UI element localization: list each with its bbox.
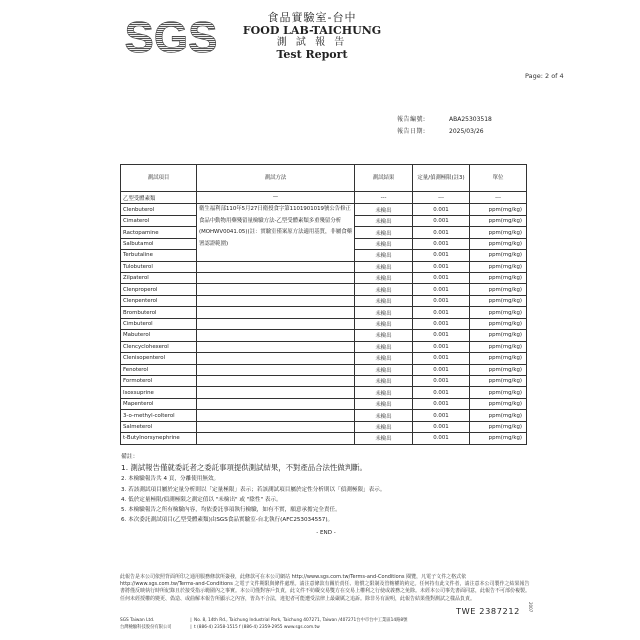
row-method-empty <box>197 341 355 352</box>
row-item: Clenbuterol <box>121 204 197 215</box>
row-item: Cimaterol <box>121 215 197 226</box>
row-loq: 0.001 <box>413 353 470 364</box>
table-row <box>121 433 527 444</box>
row-result: 未檢出 <box>355 353 413 364</box>
row-unit: ppm(mg/kg) <box>470 250 527 261</box>
row-loq: 0.001 <box>413 410 470 421</box>
row-unit: ppm(mg/kg) <box>470 398 527 409</box>
report-date-value: 2025/03/26 <box>449 128 484 135</box>
row-result: 未檢出 <box>355 215 413 226</box>
header-item: 測試項目 <box>121 165 197 192</box>
row-method-empty <box>197 353 355 364</box>
company-contact: t (886-4) 2358-1515 f (886-4) 2359-2955 www.sgs.com.tw <box>194 625 320 630</box>
serial-number: TWE 2387212 <box>456 606 520 616</box>
row-method-empty <box>197 273 355 284</box>
row-method-empty <box>197 433 355 444</box>
row-item: Clenisopenterol <box>121 353 197 364</box>
table-row <box>121 375 527 386</box>
table-row <box>121 307 527 318</box>
row-item: Salbutamol <box>121 238 197 249</box>
row-unit: ppm(mg/kg) <box>470 375 527 386</box>
row-unit: ppm(mg/kg) <box>470 307 527 318</box>
footer-divider: | <box>190 618 192 623</box>
end-marker: - END - <box>316 529 336 536</box>
row-item: Zilpaterol <box>121 273 197 284</box>
table-row <box>121 318 527 329</box>
row-result: 未檢出 <box>355 204 413 215</box>
note-item: 6. 本次委託測試項目(乙型受體素類)由SGS食品實驗室-台北執行(AFC253034557)。 <box>121 517 334 524</box>
row-method: 衛生福利部110年5月27日衛授食字第1101901019號公告修正食品中動物用藥殘留量檢驗方法-乙型受體素類多重殘留分析(MOHWV0041.05)(註：實驗室僅案原方法適用基質，非屬食藥署認證範圍) <box>197 204 355 261</box>
row-loq: 0.001 <box>413 227 470 238</box>
row-result: 未檢出 <box>355 410 413 421</box>
report-meta <box>397 114 492 138</box>
row-unit: ppm(mg/kg) <box>470 353 527 364</box>
company-name-en: SGS Taiwan Ltd. <box>120 618 155 623</box>
report-title-cn: 測 試 報 告 <box>276 37 348 49</box>
table-row <box>121 421 527 432</box>
row-result: 未檢出 <box>355 421 413 432</box>
row-loq: 0.001 <box>413 261 470 272</box>
row-loq: 0.001 <box>413 295 470 306</box>
row-item: Terbutaline <box>121 250 197 261</box>
table-row <box>121 410 527 421</box>
row-result: 未檢出 <box>355 227 413 238</box>
row-loq: 0.001 <box>413 215 470 226</box>
lab-name-en: FOOD LAB-TAICHUNG <box>242 23 382 37</box>
table-row <box>121 341 527 352</box>
report-title-en: Test Report <box>276 47 348 61</box>
row-result: 未檢出 <box>355 375 413 386</box>
row-method-empty <box>197 364 355 375</box>
row-item: Mabuterol <box>121 330 197 341</box>
note-item: 4. 低於定量極限/偵測極限之測定值以 "未檢出" 或 "陰性" 表示。 <box>121 496 282 503</box>
row-result: 未檢出 <box>355 238 413 249</box>
row-loq: 0.001 <box>413 238 470 249</box>
footer-divider: | <box>190 625 192 630</box>
row-item: t-Butylnorsynephrine <box>121 433 197 444</box>
row-result: 未檢出 <box>355 295 413 306</box>
page-footer <box>120 617 532 631</box>
row-loq: 0.001 <box>413 421 470 432</box>
results-table <box>120 164 527 445</box>
row-item: Salmeterol <box>121 421 197 432</box>
row-loq: 0.001 <box>413 204 470 215</box>
row-item: Ractopamine <box>121 227 197 238</box>
row-unit: ppm(mg/kg) <box>470 273 527 284</box>
header-loq: 定量/偵測極限(註3) <box>413 165 470 192</box>
row-method-empty <box>197 410 355 421</box>
sgs-logo-text: SGS <box>124 13 218 58</box>
header-method: 測試方法 <box>197 165 355 192</box>
row-unit: ppm(mg/kg) <box>470 227 527 238</box>
report-no-value: ABA25303518 <box>449 116 492 123</box>
row-item: Tulobuterol <box>121 261 197 272</box>
table-row <box>121 387 527 398</box>
row-item: Clencyclohexerol <box>121 341 197 352</box>
note-item: 2. 本檢驗報告共 4 頁，分離使用無效。 <box>121 476 220 483</box>
row-loq: 0.001 <box>413 307 470 318</box>
row-result: 未檢出 <box>355 250 413 261</box>
table-row <box>121 261 527 272</box>
row-method-empty <box>197 318 355 329</box>
row-loq: 0.001 <box>413 341 470 352</box>
table-row <box>121 398 527 409</box>
notes-title: 備註： <box>121 454 139 460</box>
row-unit: ppm(mg/kg) <box>470 261 527 272</box>
company-address: No. 8, 14th Rd., Taichung Industrial Park, Taichung 407271, Taiwan /407271台中市台中工業區14路8號 <box>194 618 408 623</box>
note-item: 3. 若該測試項目屬於定量分析則以「定量極限」表示；若該測試項目屬於定性分析則以「偵測極限」表示。 <box>121 486 386 493</box>
note-item: 5. 本檢驗報告之所有檢驗內容，均依委託事項執行檢驗，如有不實，願意承擔完全責任。 <box>121 507 341 514</box>
row-method-empty <box>197 284 355 295</box>
method-cell <box>197 192 355 204</box>
row-loq: 0.001 <box>413 318 470 329</box>
row-method-empty <box>197 330 355 341</box>
table-row <box>121 330 527 341</box>
sgs-logo <box>122 12 220 58</box>
row-item: Isoxsuprine <box>121 387 197 398</box>
vertical-code: 2007 <box>528 602 533 613</box>
header-unit: 單位 <box>470 165 527 192</box>
row-item: Cimbuterol <box>121 318 197 329</box>
row-method-empty <box>197 375 355 386</box>
row-unit: ppm(mg/kg) <box>470 330 527 341</box>
row-result: 未檢出 <box>355 284 413 295</box>
note-item: 1. 測試報告僅就委託者之委託事項提供測試結果，不對產品合法性做判斷。 <box>121 463 367 473</box>
row-method-empty <box>197 295 355 306</box>
table-row <box>121 353 527 364</box>
row-result: 未檢出 <box>355 330 413 341</box>
row-unit: ppm(mg/kg) <box>470 295 527 306</box>
row-loq: 0.001 <box>413 330 470 341</box>
legal-fine-print: 此報告是本公司依照背面所印之通用服務條款所簽發，此條款可在本公司網站 http://www.sgs.com.tw/Terms-and-Conditions 閱覽，凡電子文件之格式依 http://www.sgs.com.tw/Terms-and-Conditions 之電子文件期限與條件處理。請注意條款有關於責任、賠償之限制及管轄權的約定。任何持有此文件者，請注意本公司製作之結果報告書將僅反映執行時所紀錄且於接受指示範圍內之事實。本公司僅對客戶負責，此文件不妨礙交易雙方在交易上權利之行使或義務之免除。未經本公司事先書面同意，此報告不可部份複製。任何未經授權的變更、偽造、或曲解本報告所顯示之內容，皆為不合法，違犯者可能遭受法律上最嚴厲之追訴。除非另有說明，此報告結果僅對測試之樣品負責。 <box>120 574 531 602</box>
row-method-empty <box>197 398 355 409</box>
row-item: Formoterol <box>121 375 197 386</box>
notes-section <box>121 452 531 538</box>
row-method-empty <box>197 387 355 398</box>
row-result: 未檢出 <box>355 364 413 375</box>
row-unit: ppm(mg/kg) <box>470 433 527 444</box>
row-item: Brombuterol <box>121 307 197 318</box>
row-loq: 0.001 <box>413 364 470 375</box>
lab-header <box>232 12 392 61</box>
lab-name-cn: 食品實驗室-台中 <box>267 11 357 24</box>
row-loq: 0.001 <box>413 375 470 386</box>
row-method-empty <box>197 261 355 272</box>
row-item: 3-o-methyl-colterol <box>121 410 197 421</box>
row-unit: ppm(mg/kg) <box>470 410 527 421</box>
row-method-empty <box>197 307 355 318</box>
row-loq: 0.001 <box>413 273 470 284</box>
report-date-label: 報告日期: <box>397 128 426 135</box>
row-item: Fenoterol <box>121 364 197 375</box>
row-loq: 0.001 <box>413 284 470 295</box>
group-result: --- <box>355 192 413 204</box>
row-unit: ppm(mg/kg) <box>470 215 527 226</box>
row-result: 未檢出 <box>355 398 413 409</box>
row-unit: ppm(mg/kg) <box>470 364 527 375</box>
row-result: 未檢出 <box>355 341 413 352</box>
table-row <box>121 364 527 375</box>
group-unit: --- <box>470 192 527 204</box>
table-row <box>121 295 527 306</box>
row-result: 未檢出 <box>355 261 413 272</box>
group-item: 乙型受體素類 <box>121 192 197 204</box>
row-item: Clenproperol <box>121 284 197 295</box>
row-loq: 0.001 <box>413 433 470 444</box>
row-method-empty <box>197 421 355 432</box>
row-loq: 0.001 <box>413 387 470 398</box>
table-group-row <box>121 192 527 204</box>
table-row <box>121 204 527 215</box>
header-result: 測試結果 <box>355 165 413 192</box>
row-result: 未檢出 <box>355 318 413 329</box>
row-item: Clenpenterol <box>121 295 197 306</box>
group-method-placeholder: — <box>272 194 279 200</box>
row-unit: ppm(mg/kg) <box>470 318 527 329</box>
row-unit: ppm(mg/kg) <box>470 421 527 432</box>
row-unit: ppm(mg/kg) <box>470 341 527 352</box>
row-unit: ppm(mg/kg) <box>470 387 527 398</box>
table-row <box>121 284 527 295</box>
row-unit: ppm(mg/kg) <box>470 204 527 215</box>
row-loq: 0.001 <box>413 250 470 261</box>
row-result: 未檢出 <box>355 433 413 444</box>
row-unit: ppm(mg/kg) <box>470 284 527 295</box>
row-result: 未檢出 <box>355 273 413 284</box>
table-row <box>121 273 527 284</box>
row-result: 未檢出 <box>355 387 413 398</box>
report-no-label: 報告編號: <box>397 116 426 123</box>
row-result: 未檢出 <box>355 307 413 318</box>
row-unit: ppm(mg/kg) <box>470 238 527 249</box>
company-name-cn: 台灣檢驗科技股份有限公司 <box>120 625 172 630</box>
page-number: Page: 2 of 4 <box>525 72 564 80</box>
row-loq: 0.001 <box>413 398 470 409</box>
group-loq: --- <box>413 192 470 204</box>
row-item: Mapenterol <box>121 398 197 409</box>
table-header-row <box>121 165 527 192</box>
